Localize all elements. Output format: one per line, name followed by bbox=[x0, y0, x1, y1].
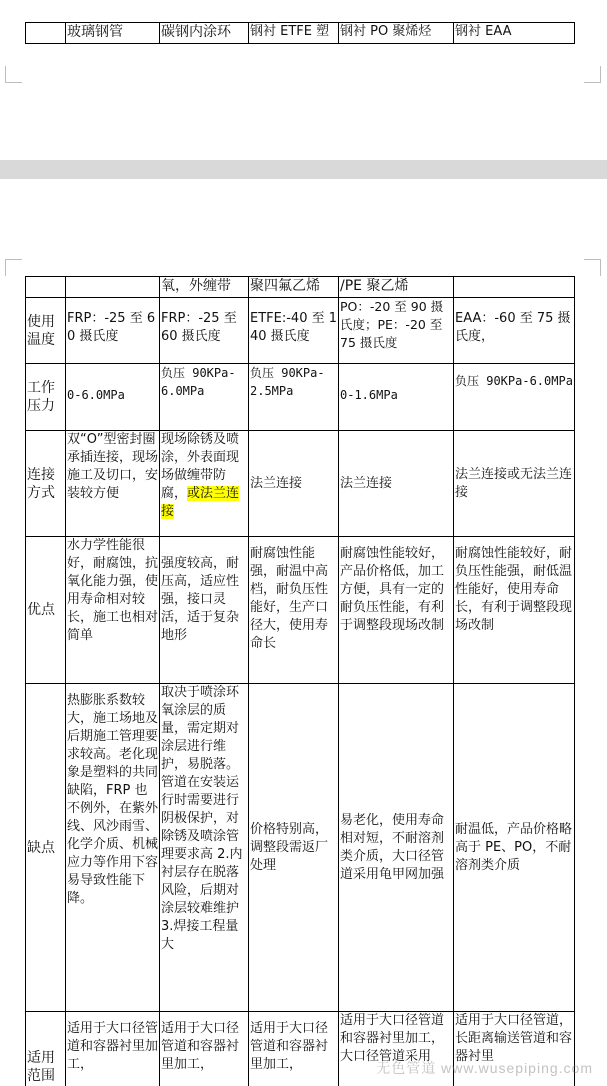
cell-text: 现场除锈及喷涂，外表面现场做缠带防腐， bbox=[161, 432, 240, 501]
table-cell: 0-1.6MPa bbox=[339, 364, 454, 431]
table-cell: 价格特别高，调整段需返厂处理 bbox=[249, 684, 339, 1012]
table-row-pressure bbox=[26, 364, 575, 431]
table-cell: 0-6.0MPa bbox=[66, 364, 160, 431]
table-cell: PO：-20 至 90 摄氏度；PE：-20 至 75 摄氏度 bbox=[339, 298, 454, 364]
table-cell: 耐温低，产品价格略高于 PE、PO，不耐溶剂类介质 bbox=[454, 684, 575, 1012]
table-cell: 易老化，使用寿命相对短，不耐溶剂类介质，大口径管道采用龟甲网加强 bbox=[339, 684, 454, 1012]
table-cell: /PE 聚乙烯 bbox=[339, 277, 454, 298]
table-cell: 适用于大口径管道和容器衬里加工，大口径管道采用 bbox=[339, 1012, 454, 1086]
table-cell: 负压 90KPa-2.5MPa bbox=[249, 364, 339, 431]
table-cell: 适用于大口径管道和容器衬里加工， bbox=[66, 1012, 160, 1086]
row-label: 适用范围 bbox=[26, 1012, 66, 1086]
table-cell: 氧，外缠带 bbox=[160, 277, 249, 298]
table-cell: 法兰连接 bbox=[339, 431, 454, 537]
table-cell: 水力学性能很好，耐腐蚀，抗氧化能力强，使用寿命相对较长，施工也相对简单 bbox=[66, 537, 160, 684]
table-header-row bbox=[26, 23, 575, 44]
header-cell: 碳钢内涂环 bbox=[160, 23, 249, 44]
row-label: 使用温度 bbox=[26, 298, 66, 364]
table-cell: 适用于大口径管道和容器衬里加工， bbox=[160, 1012, 249, 1086]
highlighted-text: 或法兰连接 bbox=[161, 486, 240, 519]
table-cell bbox=[454, 277, 575, 298]
table-row-connection bbox=[26, 431, 575, 537]
row-label: 连接方式 bbox=[26, 431, 66, 537]
row-label: 工作压力 bbox=[26, 364, 66, 431]
table-cell: 聚四氟乙烯 bbox=[249, 277, 339, 298]
header-cell bbox=[26, 23, 66, 44]
margin-corner-mark bbox=[584, 66, 601, 83]
table-cell: ETFE:-40 至 140 摄氏度 bbox=[249, 298, 339, 364]
table-row-advantages bbox=[26, 537, 575, 684]
table-row-temperature bbox=[26, 298, 575, 364]
table-cell: 热膨胀系数较大，施工场地及后期施工管理要求较高。老化现象是塑料的共同缺陷，FRP 也不例外，在紫外线、风沙雨雪、化学介质、机械应力等作用下容易导致性能下降。 bbox=[66, 684, 160, 1012]
margin-corner-mark bbox=[584, 259, 601, 276]
document-page-2 bbox=[0, 179, 607, 1086]
table-cell: EAA：-60 至 75 摄氏度， bbox=[454, 298, 575, 364]
comparison-table bbox=[25, 276, 575, 1086]
table-row-disadvantages bbox=[26, 684, 575, 1012]
table-cell: FRP：-25 至 60 摄氏度 bbox=[66, 298, 160, 364]
table-cell: 负压 90KPa-6.0MPa bbox=[454, 364, 575, 431]
watermark-logo: 无色管道 www.wusepiping.com bbox=[376, 1060, 593, 1076]
document-page-1 bbox=[0, 0, 607, 160]
header-cell: 钢衬 PO 聚烯烃 bbox=[339, 23, 454, 44]
header-cell: 玻璃钢管 bbox=[66, 23, 160, 44]
table-cell: 双“O”型密封圈承插连接，现场施工及切口，安装较方便 bbox=[66, 431, 160, 537]
table-cell bbox=[66, 277, 160, 298]
continuation-row bbox=[26, 277, 575, 298]
table-cell: 强度较高，耐压高，适应性强，接口灵活，适于复杂地形 bbox=[160, 537, 249, 684]
header-cell: 钢衬 ETFE 塑 bbox=[249, 23, 339, 44]
table-cell: 法兰连接或无法兰连接 bbox=[454, 431, 575, 537]
table-cell: 耐腐蚀性能强，耐温中高档，耐负压性能好，生产口径大，使用寿命长 bbox=[249, 537, 339, 684]
table-cell: 耐腐蚀性能较好，耐负压性能强，耐低温性能好，使用寿命长，有利于调整段现场改制 bbox=[454, 537, 575, 684]
table-header-fragment bbox=[25, 22, 575, 44]
header-cell: 钢衬 EAA bbox=[454, 23, 575, 44]
row-label: 优点 bbox=[26, 537, 66, 684]
margin-corner-mark bbox=[5, 66, 22, 83]
table-cell: FRP：-25 至 60 摄氏度 bbox=[160, 298, 249, 364]
page-gap bbox=[0, 160, 607, 179]
table-cell: 适用于大口径管道，长距离输送管道和容器衬里 bbox=[454, 1012, 575, 1086]
table-cell: 取决于喷涂环氧涂层的质量，需定期对涂层进行维护，易脱落。管道在安装运行时需要进行阴极保护，对除锈及喷涂管理要求高 2.内衬层存在脱落风险，后期对涂层较难维护 3.焊接工程量大 bbox=[160, 684, 249, 1012]
table-cell: 适用于大口径管道和容器衬里加工， bbox=[249, 1012, 339, 1086]
table-cell: 负压 90KPa-6.0MPa bbox=[160, 364, 249, 431]
margin-corner-mark bbox=[5, 259, 22, 276]
table-cell: 耐腐蚀性能较好，产品价格低，加工方便，具有一定的耐负压性能，有利于调整段现场改制 bbox=[339, 537, 454, 684]
row-label: 缺点 bbox=[26, 684, 66, 1012]
table-cell: 法兰连接 bbox=[249, 431, 339, 537]
table-cell bbox=[26, 277, 66, 298]
table-cell bbox=[160, 431, 249, 537]
